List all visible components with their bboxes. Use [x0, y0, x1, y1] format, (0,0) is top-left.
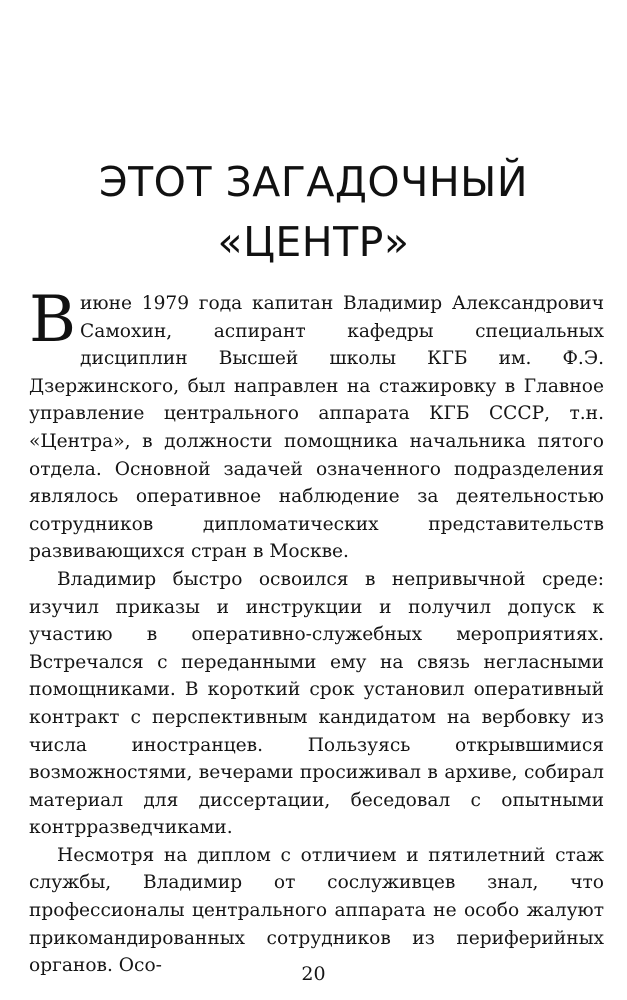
paragraph-2: Владимир быстро освоился в непривычной среде: изучил приказы и инструкции и получил допуск к участию в оперативно-служебных мероприятиях. Встречался с переданными ему на связь негласными помощниками. В короткий срок установил оперативный контракт с перспективным кандидатом на вербовку из числа иностранцев. Пользуясь открывшимися возможностями, вечерами просиживал в архиве, собирал материал для диссертации, беседовал с опытными контрразведчиками. [29, 568, 604, 839]
chapter-title-line-1: ЭТОТ ЗАГАДОЧНЫЙ [99, 158, 528, 206]
paragraph-1-text: июне 1979 года капитан Владимир Александрович Самохин, аспирант кафедры специальных дисциплин Высшей школы КГБ им. Ф.Э. Дзержинского, был направлен на стажировку в Главное управление центрального аппарата КГБ СССР, т.н. «Центра», в должности помощника начальника пятого отдела. Основной задачей означенного подразделения являлось оперативное наблюдение за деятельностью сотрудников дипломатических представительств развивающихся стран в Москве. [29, 293, 604, 563]
drop-cap-letter: В [29, 283, 77, 357]
chapter-title-line-2: «ЦЕНТР» [217, 218, 410, 266]
paragraph-3: Несмотря на диплом с отличием и пятилетний стаж службы, Владимир от сослуживцев знал, что профессионалы центрального аппарата не особо жалуют прикомандированных сотрудников из периферийных органов. Осо- [29, 844, 604, 977]
page-number: 20 [301, 963, 326, 985]
paragraph-1 [29, 283, 604, 566]
chapter-title [20, 152, 607, 272]
chapter-body [29, 283, 604, 980]
